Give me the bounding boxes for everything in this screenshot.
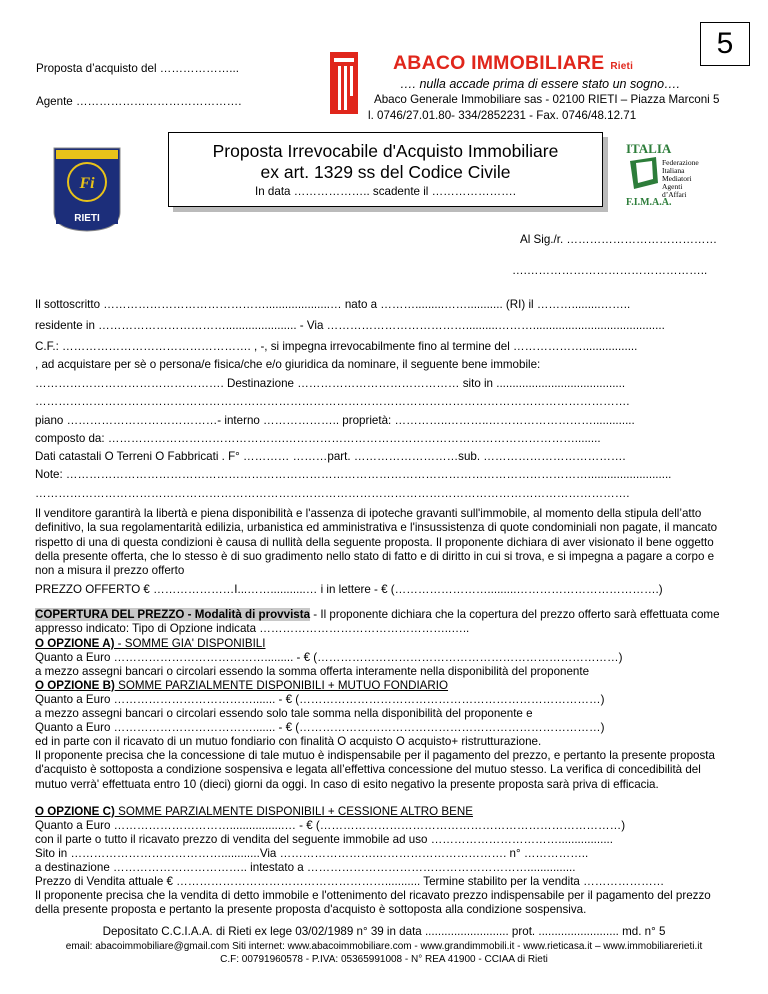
fimaa-logo xyxy=(626,141,712,207)
form-line-composition: composto da: ……………………………………….…………………………………………………………………........ xyxy=(35,432,601,445)
option-c-label: O OPZIONE C) xyxy=(35,805,115,818)
fimaa-rieti-badge-icon xyxy=(52,146,122,232)
agent-line: Agente ……………………………………. xyxy=(36,95,242,108)
page-number-box xyxy=(700,22,750,66)
offered-price-line: PREZZO OFFERTO € …………………I...……...........… i in lettere - € (…………………….........……………………………….) xyxy=(35,583,663,596)
option-b-heading xyxy=(35,679,448,692)
footer-tax-info: C.F: 00791960578 - P.IVA: 05365991008 - N° REA 41900 - CCIAA di Rieti xyxy=(220,954,548,965)
svg-text:RIETI: RIETI xyxy=(74,213,100,224)
option-c-location: Sito in …………………………………............Via …………………….……………………………. n° …………….. xyxy=(35,847,589,860)
company-address: Abaco Generale Immobiliare sas - 02100 RIETI – Piazza Marconi 5 xyxy=(374,93,720,106)
option-a-title: - SOMME GIA' DISPONIBILI xyxy=(114,637,266,650)
form-line-destination: …………………………………………. Destinazione …………………………………… sito in ........................................ xyxy=(35,377,626,390)
svg-text:Italiana: Italiana xyxy=(662,166,685,175)
form-line-floor: piano …………………………………- interno ……………….. proprietà: …………..………..………………………............. xyxy=(35,414,635,427)
title-box xyxy=(168,132,603,207)
date-expiry-line: In data ……………….. scadente il …………………. xyxy=(255,185,516,198)
brand-name: ABACO IMMOBILIARE Rieti xyxy=(393,52,634,74)
company-phones: l. 0746/27.01.80- 334/2852231 - Fax. 0746/48.12.71 xyxy=(368,109,637,122)
form-line-cadastral: Dati catastali O Terreni O Fabbricati . F° ………… ………part. ………………………sub. ………………………………. xyxy=(35,450,626,463)
price-coverage-text: - Il proponente dichiara che la copertura del prezzo offerto sarà effettuata come appresso indicato: Tipo di Opzione indicata …………………………………………..….. xyxy=(35,608,720,636)
option-b-text-1: a mezzo assegni bancari o circolari essendo solo tale somma nella disponibilità del proponente e xyxy=(35,707,533,720)
option-b-amount-1: Quanto a Euro ………………………………....... - € (……………………………………………………………………) xyxy=(35,693,605,706)
option-c-heading xyxy=(35,805,473,818)
option-b-label: O OPZIONE B) xyxy=(35,679,115,692)
option-c-text: con il parte o tutto il ricavato prezzo di vendita del seguente immobile ad uso ……………………………................. xyxy=(35,833,613,846)
form-line-notes: Note: ……………………………………………………………………………………………………………………….......................... xyxy=(35,468,672,481)
recipient-line-2: ….……………………………………….. xyxy=(512,264,708,277)
footer-registration: Depositato C.C.I.A.A. di Rieti ex lege 03/02/1989 n° 39 in data .......................... prot. ......................... md. n° 5 xyxy=(102,925,666,938)
svg-text:Mediatori: Mediatori xyxy=(662,174,692,183)
document-subtitle: ex art. 1329 ss del Codice Civile xyxy=(260,162,511,182)
option-a-label: O OPZIONE A) xyxy=(35,637,115,650)
form-line-intent: , ad acquistare per sè o persona/e fisica/che e/o giuridica da nominare, il seguente bene immobile: xyxy=(35,358,541,371)
option-a-amount: Quanto a Euro …………………………………......... - € (……………………………………………………………………) xyxy=(35,651,623,664)
option-c-destination: a destinazione …………………………….. intestato a …………………………………………………............... xyxy=(35,861,576,874)
svg-text:Agenti: Agenti xyxy=(662,182,683,191)
proposal-date-line: Proposta d’acquisto del ………………... xyxy=(36,62,239,75)
option-c-amount: Quanto a Euro ………………………….................… - € (……………………………………………………………………) xyxy=(35,819,626,832)
option-b-text-2: ed in parte con il ricavato di un mutuo fondiario con finalità O acquisto O acquisto+ ristrutturazione. xyxy=(35,735,542,748)
svg-text:d’Affari: d’Affari xyxy=(662,190,687,199)
form-line-blank-1: ………………………………………………………………………………………………………………………………………. xyxy=(35,395,630,408)
price-coverage-title: COPERTURA DEL PREZZO - Modalità di provvista xyxy=(35,608,311,621)
option-c-title: SOMME PARZIALMENTE DISPONIBILI + CESSIONE ALTRO BENE xyxy=(114,805,473,818)
option-a-text: a mezzo assegni bancari o circolari essendo la somma offerta interamente nella disponibilità del proponente xyxy=(35,665,590,678)
footer-contacts: email: abacoimmobiliare@gmail.com Siti internet: www.abacoimmobiliare.com - www.grandimmobili.it - www.rieticasa.it – www.immobiliarerieti.it xyxy=(65,941,703,952)
document-title: Proposta Irrevocabile d'Acquisto Immobiliare xyxy=(212,141,559,161)
form-line-name: Il sottoscritto ……………………………………....................… nato a ……….........……........... (RI) il ……….........…….. xyxy=(35,298,631,311)
option-b-title: SOMME PARZIALMENTE DISPONIBILI + MUTUO FONDIARIO xyxy=(114,679,449,692)
fimaa-italia-icon xyxy=(626,141,712,207)
option-a-heading xyxy=(35,637,265,650)
option-b-paragraph: Il proponente precisa che la concessione di tale mutuo è indispensabile per il pagamento del prezzo, e pertanto la presente proposta d'acquisto è sottoposta a condizione sospensiva e legata all’effettiva concessione del mutuo stesso. La verifica di concedibilità del mutuo verrà' effettuata entro 10 (dieci) giorni da oggi. In caso di esito negativo la presente proposta sarà priva di efficacia. xyxy=(35,749,715,791)
option-b-amount-2: Quanto a Euro ………………………………....... - € (……………………………………………………………………) xyxy=(35,721,605,734)
svg-text:Federazione: Federazione xyxy=(662,158,699,167)
form-line-blank-2: ………………………………………………………………………………………………………………………………………. xyxy=(35,487,630,500)
slogan: …. nulla accade prima di essere stato un sogno…. xyxy=(400,77,681,91)
option-c-sale-price: Prezzo di Vendita attuale € ………………………………………………........... Termine stabilito per la vendita ………………… xyxy=(35,875,665,888)
abaco-logo-icon xyxy=(330,52,358,114)
price-coverage-section xyxy=(35,608,735,637)
svg-text:ITALIA: ITALIA xyxy=(626,141,672,156)
form-line-residence: residente in ……………………………...................... - Via ………………………………..........………......................................... xyxy=(35,319,665,332)
recipient-line-1: Al Sig./r. ………………………………… xyxy=(520,233,718,246)
page-number: 5 xyxy=(716,27,734,60)
form-line-cf: C.F.: …………………………………………. , -, si impegna irrevocabilmente fino al termine del ………………................. xyxy=(35,340,638,353)
brand-city: Rieti xyxy=(610,61,634,72)
guarantee-paragraph: Il venditore garantirà la libertà e piena disponibilità e l'assenza di ipoteche gravanti sull'immobile, al momento della stipula dell’atto definitivo, la sua regolamentarità edilizia, urbanistica ed amministrativa e l'insussistenza di quote condominiali non pagate, il mancato rispetto di una di questa condizioni è causa di nullità della seguente proposta. Il proponente dichiara di aver visionato il bene oggetto della presente offerta, che lo stesso è di suo gradimento nello stato di fatto e di diritto in cui si trova, e si impegna a pagare a corpo e non a misura il prezzo offerto xyxy=(35,507,718,578)
option-c-paragraph: Il proponente precisa che la vendita di detto immobile e l'ottenimento del ricavato prezzo indispensabile per il pagamento del prezzo della presente proposta e pertanto la presente proposta d'acquisto è sottoposta alla condizione sospensiva. xyxy=(35,889,711,917)
svg-text:F.I.M.A.A.: F.I.M.A.A. xyxy=(626,197,672,207)
svg-text:Fi: Fi xyxy=(79,175,95,192)
